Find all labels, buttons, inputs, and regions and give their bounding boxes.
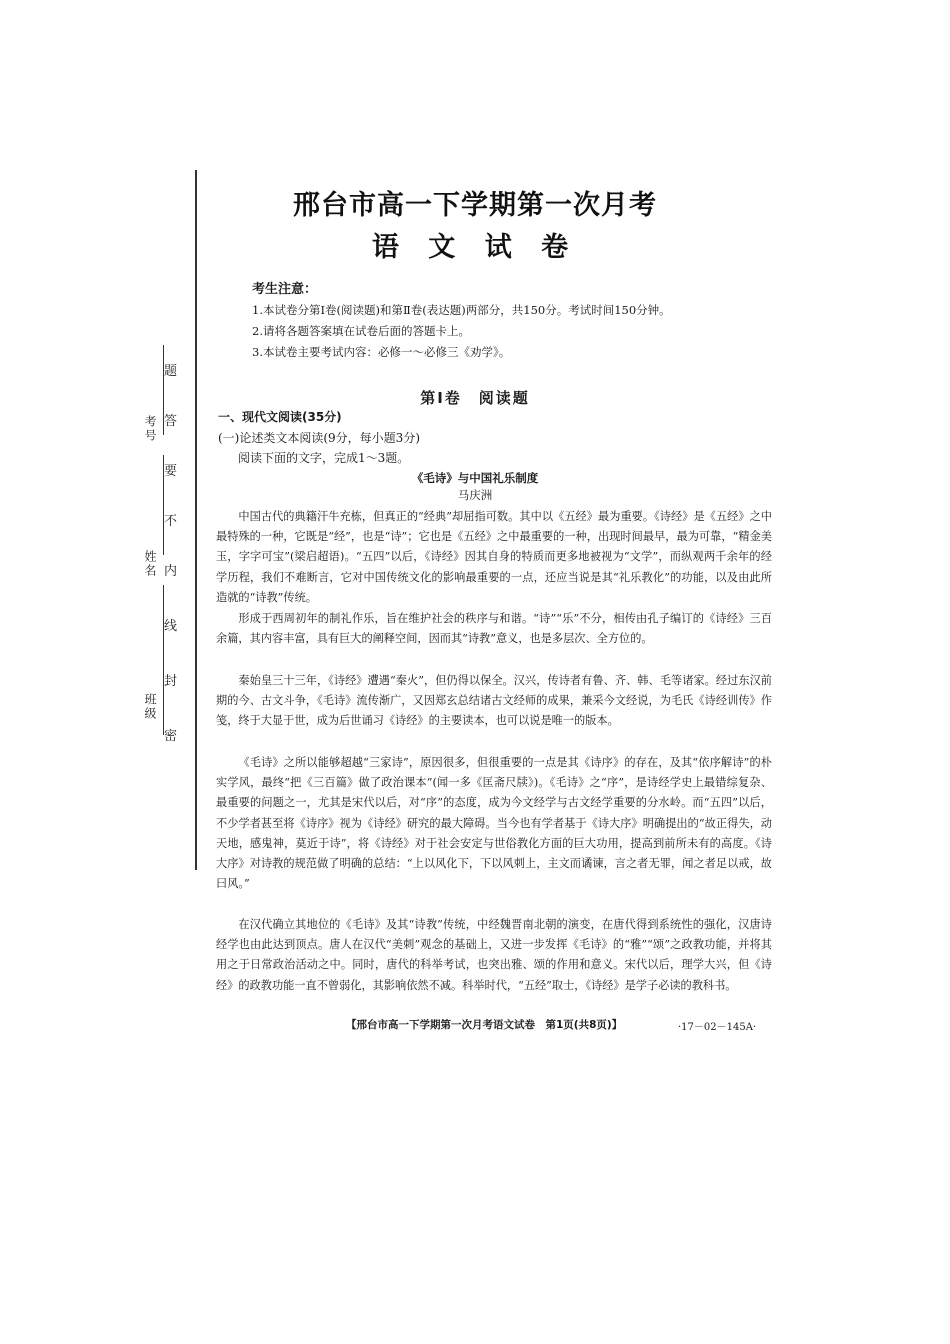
article-paragraph: 秦始皇三十三年，《诗经》遭遇“秦火”，但仍得以保全。汉兴，传诗者有鲁、齐、韩、毛等诸家。经过东汉前期的今、古文斗争，《毛诗》流传渐广，又因郑玄总结诸古文经师的成果，兼采今文经说，为毛氏《诗经训传》作笺，终于大显于世，成为后世诵习《诗经》的主要读本，也可以说是唯一的版本。 bbox=[216, 674, 772, 728]
subsection-heading: (一)论述类文本阅读(9分，每小题3分) bbox=[218, 431, 420, 445]
exam-page bbox=[150, 165, 800, 1035]
seal-char: 不 bbox=[164, 514, 178, 529]
article-paragraph: 形成于西周初年的制礼作乐，旨在维护社会的秩序与和谐。“诗”“乐”不分，相传由孔子编订的《诗经》三百余篇，其内容丰富，具有巨大的阐释空间，因而其“诗教”意义，也是多层次、全方位的。 bbox=[216, 612, 772, 646]
exam-no-label: 考号 bbox=[143, 415, 157, 443]
exam-title: 邢台市高一下学期第一次月考 bbox=[293, 190, 657, 221]
reading-instruction: 阅读下面的文字，完成1～3题。 bbox=[238, 451, 410, 465]
notice-item: 3.本试卷主要考试内容：必修一～必修三《劝学》。 bbox=[252, 345, 511, 359]
article-title: 《毛诗》与中国礼乐制度 bbox=[411, 471, 539, 485]
exam-code: ·17－02－145A· bbox=[678, 1022, 757, 1033]
article-author: 马庆洲 bbox=[457, 488, 493, 502]
article-paragraph: 中国古代的典籍汗牛充栋，但真正的“经典”却屈指可数。其中以《五经》最为重要。《诗经》是《五经》之中最特殊的一种，它既是“经”，也是“诗”；它也是《五经》之中最重要的一种，出现时间最早，最为可靠，“精金美玉，字字可宝”(梁启超语)。“五四”以后，《诗经》因其自身的特质而更多地被视为“文学”，而纵观两千余年的经学历程，我们不难断言，它对中国传统文化的影响最重要的一点，还应当说是其“礼乐教化”的功能，以及由此所造就的“诗教”传统。 bbox=[216, 510, 772, 604]
seal-char: 线 bbox=[164, 619, 178, 634]
article-paragraph: 《毛诗》之所以能够超越“三家诗”，原因很多，但很重要的一点是其《诗序》的存在，及其“依序解诗”的朴实学风，最终“把《三百篇》做了政治课本”(闻一多《匡斋尺牍》)。《毛诗》之“序”，是诗经学史上最错综复杂、最重要的问题之一，尤其是宋代以后，对“序”的态度，成为今文经学与古文经学重要的分水岭。而“五四”以后，不少学者甚至将《诗序》视为《诗经》研究的最大障碍。当今也有学者基于《诗大序》明确提出的“故正得失，动天地，感鬼神，莫近于诗”，将《诗经》对于社会安定与世俗教化方面的巨大功用，提高到前所未有的高度。《诗大序》对诗教的规范做了明确的总结：“上以风化下，下以风刺上，主文而谲谏，言之者无罪，闻之者足以戒，故曰风。” bbox=[216, 756, 772, 891]
seal-char: 密 bbox=[164, 729, 178, 744]
seal-char: 封 bbox=[164, 674, 178, 689]
seal-char: 要 bbox=[164, 464, 178, 479]
seal-char: 内 bbox=[164, 564, 178, 579]
exam-subtitle: 语 文 试 卷 bbox=[371, 232, 579, 263]
part-heading: 第Ⅰ卷 阅读题 bbox=[420, 389, 530, 407]
seal-char: 题 bbox=[164, 364, 178, 379]
name-label: 姓名 bbox=[143, 550, 157, 578]
notice-heading: 考生注意： bbox=[252, 282, 318, 297]
notice-item: 2.请将各题答案填在试卷后面的答题卡上。 bbox=[252, 324, 470, 338]
page-footer: 【邢台市高一下学期第一次月考语文试卷 第1页(共8页)】 bbox=[346, 1019, 623, 1031]
seal-char: 答 bbox=[164, 414, 178, 429]
class-label: 班级 bbox=[143, 693, 157, 721]
notice-item: 1.本试卷分第Ⅰ卷(阅读题)和第Ⅱ卷(表达题)两部分，共150分。考试时间150分钟。 bbox=[252, 303, 671, 317]
article-paragraph: 在汉代确立其地位的《毛诗》及其“诗教”传统，中经魏晋南北朝的演变，在唐代得到系统性的强化，汉唐诗经学也由此达到顶点。唐人在汉代“美刺”观念的基础上，又进一步发挥《毛诗》的“雅”“颂”之政教功能，并将其用之于日常政治活动之中。同时，唐代的科举考试，也突出雅、颂的作用和意义。宋代以后，理学大兴，但《诗经》的政教功能一直不曾弱化，其影响依然不减。科举时代，“五经”取士，《诗经》是学子必读的教科书。 bbox=[216, 918, 772, 992]
section-heading: 一、现代文阅读(35分) bbox=[218, 410, 342, 424]
